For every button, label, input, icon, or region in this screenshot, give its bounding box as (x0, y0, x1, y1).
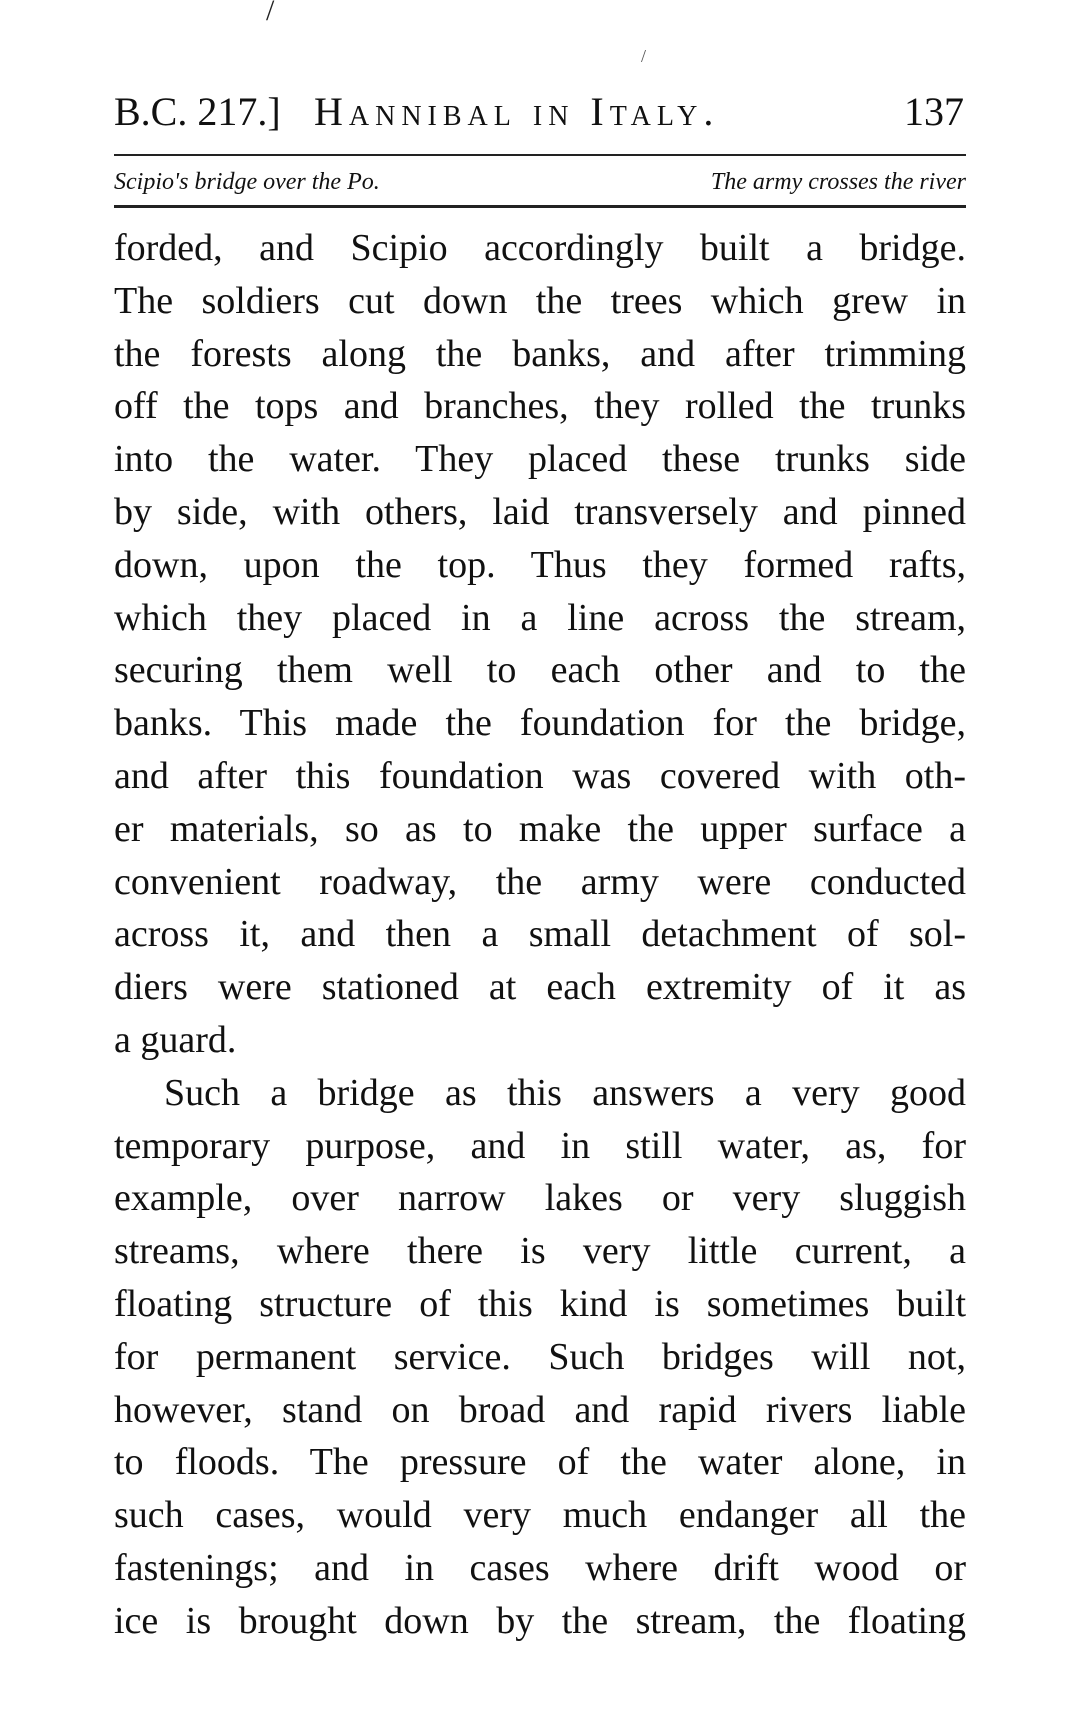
header-rule-top (114, 154, 966, 156)
page-number: 137 (904, 89, 964, 134)
stray-mark-top: / (266, 0, 275, 27)
text-line: the forests along the banks, and after trimming (114, 332, 966, 375)
header-rule-bottom (114, 205, 966, 208)
text-line: floating structure of this kind is sometimes built (114, 1282, 966, 1325)
sidenote-right: The army crosses the river (710, 169, 966, 195)
text-line: forded, and Scipio accordingly built a bridge. (114, 227, 966, 269)
text-line: The soldiers cut down the trees which grew in (114, 279, 966, 322)
body-text (114, 222, 966, 1648)
text-line: for permanent service. Such bridges will not, (114, 1335, 966, 1378)
text-line: diers were stationed at each extremity of it as (114, 966, 966, 1009)
text-line: however, stand on broad and rapid rivers liable (114, 1388, 966, 1431)
text-line: temporary purpose, and in still water, as, for (114, 1124, 966, 1167)
running-head-title: Hannibal in Italy. (314, 89, 720, 134)
text-line: which they placed in a line across the stream, (114, 596, 966, 639)
text-line: off the tops and branches, they rolled the trunks (114, 385, 966, 428)
text-line: by side, with others, laid transversely and pinned (114, 490, 966, 533)
text-line: fastenings; and in cases where drift wood or (114, 1546, 966, 1589)
text-line: securing them well to each other and to the (114, 649, 966, 692)
running-head (114, 82, 964, 142)
text-line: streams, where there is very little current, a (114, 1230, 966, 1273)
text-line: such cases, would very much endanger all the (114, 1494, 966, 1537)
text-line: and after this foundation was covered with oth- (114, 754, 966, 797)
text-line: down, upon the top. Thus they formed rafts, (114, 543, 966, 586)
text-line: convenient roadway, the army were conducted (114, 860, 966, 903)
text-line: ice is brought down by the stream, the floating (114, 1599, 966, 1642)
text-line: Such a bridge as this answers a very good (164, 1071, 966, 1114)
stray-mark-small: / (641, 46, 647, 66)
sidenote-left: Scipio's bridge over the Po. (114, 169, 380, 195)
text-line: banks. This made the foundation for the bridge, (114, 702, 966, 745)
text-line: to floods. The pressure of the water alone, in (114, 1441, 966, 1484)
running-head-date: B.C. 217.] (114, 89, 281, 134)
text-line: example, over narrow lakes or very sluggish (114, 1177, 966, 1220)
text-line: a guard. (114, 1018, 237, 1061)
text-line: er materials, so as to make the upper surface a (114, 807, 966, 850)
text-line: across it, and then a small detachment of sol- (114, 913, 966, 956)
text-line: into the water. They placed these trunks side (114, 438, 966, 481)
